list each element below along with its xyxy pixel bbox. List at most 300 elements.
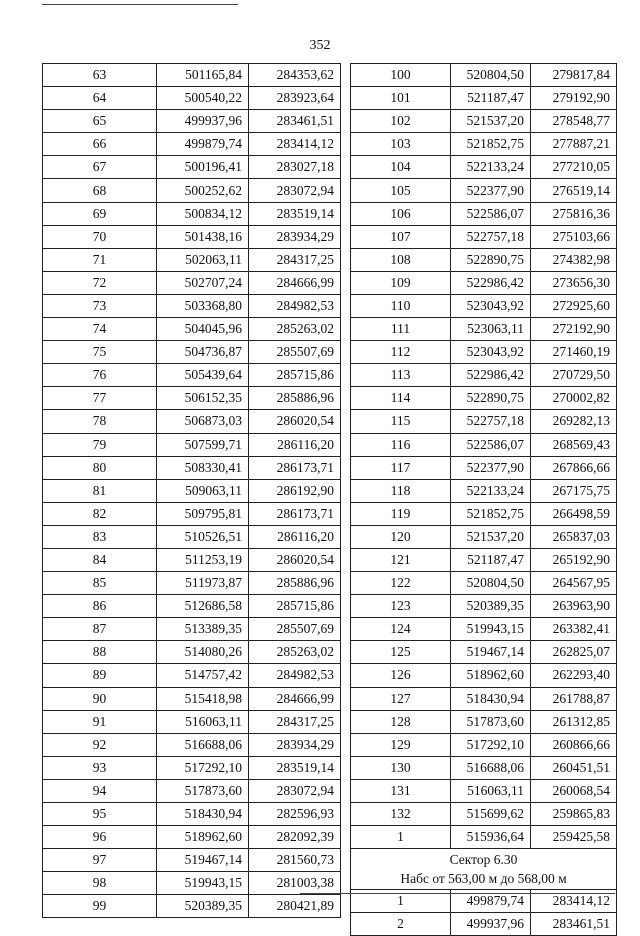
point-number-cell: 72 bbox=[43, 271, 157, 294]
table-row bbox=[43, 548, 341, 571]
x-coordinate-cell: 521852,75 bbox=[451, 133, 531, 156]
x-coordinate-cell: 514080,26 bbox=[157, 641, 249, 664]
y-coordinate-cell: 265837,03 bbox=[531, 525, 617, 548]
x-coordinate-cell: 515936,64 bbox=[451, 826, 531, 849]
y-coordinate-cell: 259425,58 bbox=[531, 826, 617, 849]
x-coordinate-cell: 516688,06 bbox=[157, 733, 249, 756]
x-coordinate-cell: 513389,35 bbox=[157, 618, 249, 641]
point-number-cell: 108 bbox=[351, 248, 451, 271]
y-coordinate-cell: 283934,29 bbox=[249, 733, 341, 756]
y-coordinate-cell: 285886,96 bbox=[249, 572, 341, 595]
table-row bbox=[351, 525, 617, 548]
table-row bbox=[43, 872, 341, 895]
y-coordinate-cell: 286173,71 bbox=[249, 502, 341, 525]
x-coordinate-cell: 519467,14 bbox=[157, 849, 249, 872]
y-coordinate-cell: 266498,59 bbox=[531, 502, 617, 525]
y-coordinate-cell: 286116,20 bbox=[249, 433, 341, 456]
point-number-cell: 121 bbox=[351, 548, 451, 571]
point-number-cell: 131 bbox=[351, 779, 451, 802]
x-coordinate-cell: 511973,87 bbox=[157, 572, 249, 595]
x-coordinate-cell: 519943,15 bbox=[157, 872, 249, 895]
table-row bbox=[351, 318, 617, 341]
y-coordinate-cell: 262825,07 bbox=[531, 641, 617, 664]
x-coordinate-cell: 522986,42 bbox=[451, 271, 531, 294]
x-coordinate-cell: 521187,47 bbox=[451, 548, 531, 571]
x-coordinate-cell: 522586,07 bbox=[451, 433, 531, 456]
y-coordinate-cell: 286116,20 bbox=[249, 525, 341, 548]
y-coordinate-cell: 286020,54 bbox=[249, 410, 341, 433]
table-row bbox=[43, 364, 341, 387]
x-coordinate-cell: 504736,87 bbox=[157, 341, 249, 364]
y-coordinate-cell: 281560,73 bbox=[249, 849, 341, 872]
table-row bbox=[351, 133, 617, 156]
y-coordinate-cell: 260866,66 bbox=[531, 733, 617, 756]
y-coordinate-cell: 283519,14 bbox=[249, 756, 341, 779]
point-number-cell: 96 bbox=[43, 826, 157, 849]
point-number-cell: 65 bbox=[43, 110, 157, 133]
table-row bbox=[43, 641, 341, 664]
table-row bbox=[351, 595, 617, 618]
x-coordinate-cell: 518962,60 bbox=[157, 826, 249, 849]
table-row bbox=[43, 341, 341, 364]
table-row bbox=[43, 479, 341, 502]
point-number-cell: 106 bbox=[351, 202, 451, 225]
y-coordinate-cell: 283072,94 bbox=[249, 179, 341, 202]
point-number-cell: 117 bbox=[351, 456, 451, 479]
point-number-cell: 69 bbox=[43, 202, 157, 225]
point-number-cell: 87 bbox=[43, 618, 157, 641]
table-row bbox=[43, 779, 341, 802]
point-number-cell: 81 bbox=[43, 479, 157, 502]
y-coordinate-cell: 267866,66 bbox=[531, 456, 617, 479]
table-row bbox=[351, 225, 617, 248]
table-row bbox=[43, 410, 341, 433]
x-coordinate-cell: 522890,75 bbox=[451, 387, 531, 410]
x-coordinate-cell: 510526,51 bbox=[157, 525, 249, 548]
table-row bbox=[43, 64, 341, 87]
point-number-cell: 67 bbox=[43, 156, 157, 179]
point-number-cell: 93 bbox=[43, 756, 157, 779]
table-row bbox=[351, 179, 617, 202]
table-row bbox=[43, 687, 341, 710]
x-coordinate-cell: 522890,75 bbox=[451, 248, 531, 271]
table-row bbox=[351, 756, 617, 779]
x-coordinate-cell: 523063,11 bbox=[451, 318, 531, 341]
table-row bbox=[351, 479, 617, 502]
point-number-cell: 73 bbox=[43, 294, 157, 317]
table-row bbox=[43, 456, 341, 479]
x-coordinate-cell: 517292,10 bbox=[157, 756, 249, 779]
y-coordinate-cell: 283519,14 bbox=[249, 202, 341, 225]
table-row bbox=[351, 618, 617, 641]
table-row bbox=[43, 294, 341, 317]
table-row bbox=[351, 433, 617, 456]
point-number-cell: 94 bbox=[43, 779, 157, 802]
x-coordinate-cell: 501165,84 bbox=[157, 64, 249, 87]
table-row bbox=[351, 294, 617, 317]
point-number-cell: 100 bbox=[351, 64, 451, 87]
point-number-cell: 88 bbox=[43, 641, 157, 664]
point-number-cell: 95 bbox=[43, 803, 157, 826]
x-coordinate-cell: 520804,50 bbox=[451, 64, 531, 87]
y-coordinate-cell: 286192,90 bbox=[249, 479, 341, 502]
point-number-cell: 68 bbox=[43, 179, 157, 202]
table-row bbox=[351, 248, 617, 271]
point-number-cell: 77 bbox=[43, 387, 157, 410]
x-coordinate-cell: 521852,75 bbox=[451, 502, 531, 525]
point-number-cell: 90 bbox=[43, 687, 157, 710]
table-row bbox=[351, 913, 617, 936]
y-coordinate-cell: 280421,89 bbox=[249, 895, 341, 918]
bottom-rule bbox=[300, 893, 615, 894]
table-row bbox=[43, 525, 341, 548]
x-coordinate-cell: 505439,64 bbox=[157, 364, 249, 387]
x-coordinate-cell: 522133,24 bbox=[451, 156, 531, 179]
y-coordinate-cell: 283414,12 bbox=[249, 133, 341, 156]
y-coordinate-cell: 279192,90 bbox=[531, 87, 617, 110]
y-coordinate-cell: 281003,38 bbox=[249, 872, 341, 895]
table-row bbox=[351, 87, 617, 110]
point-number-cell: 102 bbox=[351, 110, 451, 133]
sector-subtitle: Набс от 563,00 м до 568,00 м bbox=[400, 871, 567, 887]
point-number-cell: 1 bbox=[351, 826, 451, 849]
y-coordinate-cell: 282092,39 bbox=[249, 826, 341, 849]
y-coordinate-cell: 285886,96 bbox=[249, 387, 341, 410]
table-row bbox=[351, 364, 617, 387]
x-coordinate-cell: 520804,50 bbox=[451, 572, 531, 595]
table-row bbox=[43, 248, 341, 271]
y-coordinate-cell: 284982,53 bbox=[249, 664, 341, 687]
point-number-cell: 82 bbox=[43, 502, 157, 525]
point-number-cell: 115 bbox=[351, 410, 451, 433]
table-row bbox=[351, 341, 617, 364]
point-number-cell: 101 bbox=[351, 87, 451, 110]
table-row bbox=[351, 664, 617, 687]
sector-header bbox=[351, 849, 617, 890]
table-row bbox=[43, 110, 341, 133]
point-number-cell: 130 bbox=[351, 756, 451, 779]
table-row bbox=[351, 387, 617, 410]
x-coordinate-cell: 502707,24 bbox=[157, 271, 249, 294]
y-coordinate-cell: 263382,41 bbox=[531, 618, 617, 641]
point-number-cell: 112 bbox=[351, 341, 451, 364]
point-number-cell: 120 bbox=[351, 525, 451, 548]
table-row bbox=[43, 502, 341, 525]
x-coordinate-cell: 500196,41 bbox=[157, 156, 249, 179]
y-coordinate-cell: 263963,90 bbox=[531, 595, 617, 618]
table-row bbox=[43, 803, 341, 826]
table-row bbox=[351, 156, 617, 179]
x-coordinate-cell: 516063,11 bbox=[157, 710, 249, 733]
x-coordinate-cell: 506152,35 bbox=[157, 387, 249, 410]
y-coordinate-cell: 275103,66 bbox=[531, 225, 617, 248]
table-row bbox=[43, 179, 341, 202]
x-coordinate-cell: 520389,35 bbox=[451, 595, 531, 618]
point-number-cell: 128 bbox=[351, 710, 451, 733]
point-number-cell: 118 bbox=[351, 479, 451, 502]
point-number-cell: 74 bbox=[43, 318, 157, 341]
point-number-cell: 64 bbox=[43, 87, 157, 110]
x-coordinate-cell: 508330,41 bbox=[157, 456, 249, 479]
table-row bbox=[43, 225, 341, 248]
x-coordinate-cell: 522133,24 bbox=[451, 479, 531, 502]
point-number-cell: 76 bbox=[43, 364, 157, 387]
left-coordinates-table bbox=[42, 63, 341, 918]
y-coordinate-cell: 285507,69 bbox=[249, 618, 341, 641]
x-coordinate-cell: 522586,07 bbox=[451, 202, 531, 225]
point-number-cell: 110 bbox=[351, 294, 451, 317]
table-row bbox=[351, 779, 617, 802]
table-row bbox=[351, 733, 617, 756]
y-coordinate-cell: 267175,75 bbox=[531, 479, 617, 502]
point-number-cell: 97 bbox=[43, 849, 157, 872]
y-coordinate-cell: 261788,87 bbox=[531, 687, 617, 710]
point-number-cell: 83 bbox=[43, 525, 157, 548]
table-row bbox=[351, 641, 617, 664]
x-coordinate-cell: 514757,42 bbox=[157, 664, 249, 687]
point-number-cell: 103 bbox=[351, 133, 451, 156]
x-coordinate-cell: 516063,11 bbox=[451, 779, 531, 802]
point-number-cell: 123 bbox=[351, 595, 451, 618]
y-coordinate-cell: 284317,25 bbox=[249, 248, 341, 271]
x-coordinate-cell: 511253,19 bbox=[157, 548, 249, 571]
x-coordinate-cell: 500834,12 bbox=[157, 202, 249, 225]
y-coordinate-cell: 283934,29 bbox=[249, 225, 341, 248]
y-coordinate-cell: 271460,19 bbox=[531, 341, 617, 364]
table-row bbox=[351, 826, 617, 849]
point-number-cell: 127 bbox=[351, 687, 451, 710]
point-number-cell: 71 bbox=[43, 248, 157, 271]
page-number: 352 bbox=[309, 38, 331, 53]
table-row bbox=[351, 572, 617, 595]
sector-header-row bbox=[351, 849, 617, 890]
x-coordinate-cell: 517292,10 bbox=[451, 733, 531, 756]
table-row bbox=[351, 110, 617, 133]
x-coordinate-cell: 522757,18 bbox=[451, 410, 531, 433]
x-coordinate-cell: 518430,94 bbox=[451, 687, 531, 710]
y-coordinate-cell: 279817,84 bbox=[531, 64, 617, 87]
y-coordinate-cell: 284982,53 bbox=[249, 294, 341, 317]
y-coordinate-cell: 283027,18 bbox=[249, 156, 341, 179]
point-number-cell: 86 bbox=[43, 595, 157, 618]
table-row bbox=[43, 664, 341, 687]
x-coordinate-cell: 518962,60 bbox=[451, 664, 531, 687]
y-coordinate-cell: 270002,82 bbox=[531, 387, 617, 410]
point-number-cell: 114 bbox=[351, 387, 451, 410]
x-coordinate-cell: 509795,81 bbox=[157, 502, 249, 525]
y-coordinate-cell: 270729,50 bbox=[531, 364, 617, 387]
x-coordinate-cell: 504045,96 bbox=[157, 318, 249, 341]
y-coordinate-cell: 275816,36 bbox=[531, 202, 617, 225]
x-coordinate-cell: 521537,20 bbox=[451, 525, 531, 548]
y-coordinate-cell: 276519,14 bbox=[531, 179, 617, 202]
y-coordinate-cell: 260451,51 bbox=[531, 756, 617, 779]
point-number-cell: 63 bbox=[43, 64, 157, 87]
x-coordinate-cell: 503368,80 bbox=[157, 294, 249, 317]
right-coordinates-table bbox=[350, 63, 617, 936]
table-row bbox=[43, 710, 341, 733]
x-coordinate-cell: 499879,74 bbox=[157, 133, 249, 156]
table-row bbox=[43, 318, 341, 341]
x-coordinate-cell: 522757,18 bbox=[451, 225, 531, 248]
table-row bbox=[43, 849, 341, 872]
x-coordinate-cell: 500252,62 bbox=[157, 179, 249, 202]
point-number-cell: 116 bbox=[351, 433, 451, 456]
y-coordinate-cell: 268569,43 bbox=[531, 433, 617, 456]
table-row bbox=[43, 733, 341, 756]
x-coordinate-cell: 509063,11 bbox=[157, 479, 249, 502]
x-coordinate-cell: 521537,20 bbox=[451, 110, 531, 133]
x-coordinate-cell: 500540,22 bbox=[157, 87, 249, 110]
point-number-cell: 98 bbox=[43, 872, 157, 895]
y-coordinate-cell: 283461,51 bbox=[249, 110, 341, 133]
x-coordinate-cell: 519467,14 bbox=[451, 641, 531, 664]
y-coordinate-cell: 282596,93 bbox=[249, 803, 341, 826]
table-row bbox=[43, 87, 341, 110]
y-coordinate-cell: 278548,77 bbox=[531, 110, 617, 133]
x-coordinate-cell: 522377,90 bbox=[451, 456, 531, 479]
x-coordinate-cell: 517873,60 bbox=[451, 710, 531, 733]
y-coordinate-cell: 277210,05 bbox=[531, 156, 617, 179]
point-number-cell: 91 bbox=[43, 710, 157, 733]
y-coordinate-cell: 283414,12 bbox=[531, 890, 617, 913]
y-coordinate-cell: 286020,54 bbox=[249, 548, 341, 571]
point-number-cell: 119 bbox=[351, 502, 451, 525]
y-coordinate-cell: 286173,71 bbox=[249, 456, 341, 479]
y-coordinate-cell: 284666,99 bbox=[249, 687, 341, 710]
x-coordinate-cell: 522986,42 bbox=[451, 364, 531, 387]
x-coordinate-cell: 507599,71 bbox=[157, 433, 249, 456]
point-number-cell: 70 bbox=[43, 225, 157, 248]
y-coordinate-cell: 272192,90 bbox=[531, 318, 617, 341]
y-coordinate-cell: 283923,64 bbox=[249, 87, 341, 110]
x-coordinate-cell: 515699,62 bbox=[451, 803, 531, 826]
y-coordinate-cell: 284666,99 bbox=[249, 271, 341, 294]
x-coordinate-cell: 519943,15 bbox=[451, 618, 531, 641]
table-row bbox=[43, 756, 341, 779]
y-coordinate-cell: 272925,60 bbox=[531, 294, 617, 317]
x-coordinate-cell: 523043,92 bbox=[451, 294, 531, 317]
table-row bbox=[351, 456, 617, 479]
sector-title: Сектор 6.30 bbox=[449, 852, 518, 868]
y-coordinate-cell: 285263,02 bbox=[249, 641, 341, 664]
y-coordinate-cell: 260068,54 bbox=[531, 779, 617, 802]
y-coordinate-cell: 284353,62 bbox=[249, 64, 341, 87]
point-number-cell: 99 bbox=[43, 895, 157, 918]
point-number-cell: 85 bbox=[43, 572, 157, 595]
point-number-cell: 122 bbox=[351, 572, 451, 595]
table-row bbox=[351, 710, 617, 733]
x-coordinate-cell: 499937,96 bbox=[451, 913, 531, 936]
x-coordinate-cell: 522377,90 bbox=[451, 179, 531, 202]
table-row bbox=[43, 433, 341, 456]
table-row bbox=[351, 64, 617, 87]
table-row bbox=[43, 202, 341, 225]
y-coordinate-cell: 285715,86 bbox=[249, 364, 341, 387]
y-coordinate-cell: 269282,13 bbox=[531, 410, 617, 433]
y-coordinate-cell: 265192,90 bbox=[531, 548, 617, 571]
y-coordinate-cell: 285263,02 bbox=[249, 318, 341, 341]
table-row bbox=[43, 572, 341, 595]
point-number-cell: 104 bbox=[351, 156, 451, 179]
table-row bbox=[43, 387, 341, 410]
point-number-cell: 105 bbox=[351, 179, 451, 202]
point-number-cell: 84 bbox=[43, 548, 157, 571]
point-number-cell: 2 bbox=[351, 913, 451, 936]
table-row bbox=[43, 895, 341, 918]
x-coordinate-cell: 520389,35 bbox=[157, 895, 249, 918]
table-row bbox=[43, 826, 341, 849]
point-number-cell: 75 bbox=[43, 341, 157, 364]
y-coordinate-cell: 285715,86 bbox=[249, 595, 341, 618]
x-coordinate-cell: 516688,06 bbox=[451, 756, 531, 779]
x-coordinate-cell: 506873,03 bbox=[157, 410, 249, 433]
x-coordinate-cell: 499879,74 bbox=[451, 890, 531, 913]
x-coordinate-cell: 518430,94 bbox=[157, 803, 249, 826]
point-number-cell: 126 bbox=[351, 664, 451, 687]
x-coordinate-cell: 502063,11 bbox=[157, 248, 249, 271]
y-coordinate-cell: 283461,51 bbox=[531, 913, 617, 936]
point-number-cell: 129 bbox=[351, 733, 451, 756]
table-row bbox=[43, 271, 341, 294]
x-coordinate-cell: 523043,92 bbox=[451, 341, 531, 364]
point-number-cell: 125 bbox=[351, 641, 451, 664]
point-number-cell: 113 bbox=[351, 364, 451, 387]
top-rule bbox=[42, 4, 238, 5]
y-coordinate-cell: 285507,69 bbox=[249, 341, 341, 364]
x-coordinate-cell: 499937,96 bbox=[157, 110, 249, 133]
point-number-cell: 79 bbox=[43, 433, 157, 456]
y-coordinate-cell: 259865,83 bbox=[531, 803, 617, 826]
x-coordinate-cell: 512686,58 bbox=[157, 595, 249, 618]
y-coordinate-cell: 274382,98 bbox=[531, 248, 617, 271]
table-row bbox=[43, 133, 341, 156]
table-row bbox=[351, 502, 617, 525]
point-number-cell: 107 bbox=[351, 225, 451, 248]
point-number-cell: 80 bbox=[43, 456, 157, 479]
table-row bbox=[351, 548, 617, 571]
table-row bbox=[351, 271, 617, 294]
point-number-cell: 89 bbox=[43, 664, 157, 687]
point-number-cell: 124 bbox=[351, 618, 451, 641]
x-coordinate-cell: 501438,16 bbox=[157, 225, 249, 248]
table-row bbox=[351, 687, 617, 710]
y-coordinate-cell: 262293,40 bbox=[531, 664, 617, 687]
y-coordinate-cell: 261312,85 bbox=[531, 710, 617, 733]
table-row bbox=[351, 202, 617, 225]
point-number-cell: 66 bbox=[43, 133, 157, 156]
y-coordinate-cell: 284317,25 bbox=[249, 710, 341, 733]
x-coordinate-cell: 517873,60 bbox=[157, 779, 249, 802]
point-number-cell: 1 bbox=[351, 890, 451, 913]
point-number-cell: 132 bbox=[351, 803, 451, 826]
point-number-cell: 111 bbox=[351, 318, 451, 341]
table-row bbox=[351, 410, 617, 433]
y-coordinate-cell: 277887,21 bbox=[531, 133, 617, 156]
table-row bbox=[351, 803, 617, 826]
y-coordinate-cell: 283072,94 bbox=[249, 779, 341, 802]
x-coordinate-cell: 515418,98 bbox=[157, 687, 249, 710]
table-row bbox=[43, 156, 341, 179]
point-number-cell: 109 bbox=[351, 271, 451, 294]
point-number-cell: 78 bbox=[43, 410, 157, 433]
table-row bbox=[43, 618, 341, 641]
x-coordinate-cell: 521187,47 bbox=[451, 87, 531, 110]
point-number-cell: 92 bbox=[43, 733, 157, 756]
table-row bbox=[43, 595, 341, 618]
y-coordinate-cell: 273656,30 bbox=[531, 271, 617, 294]
y-coordinate-cell: 264567,95 bbox=[531, 572, 617, 595]
